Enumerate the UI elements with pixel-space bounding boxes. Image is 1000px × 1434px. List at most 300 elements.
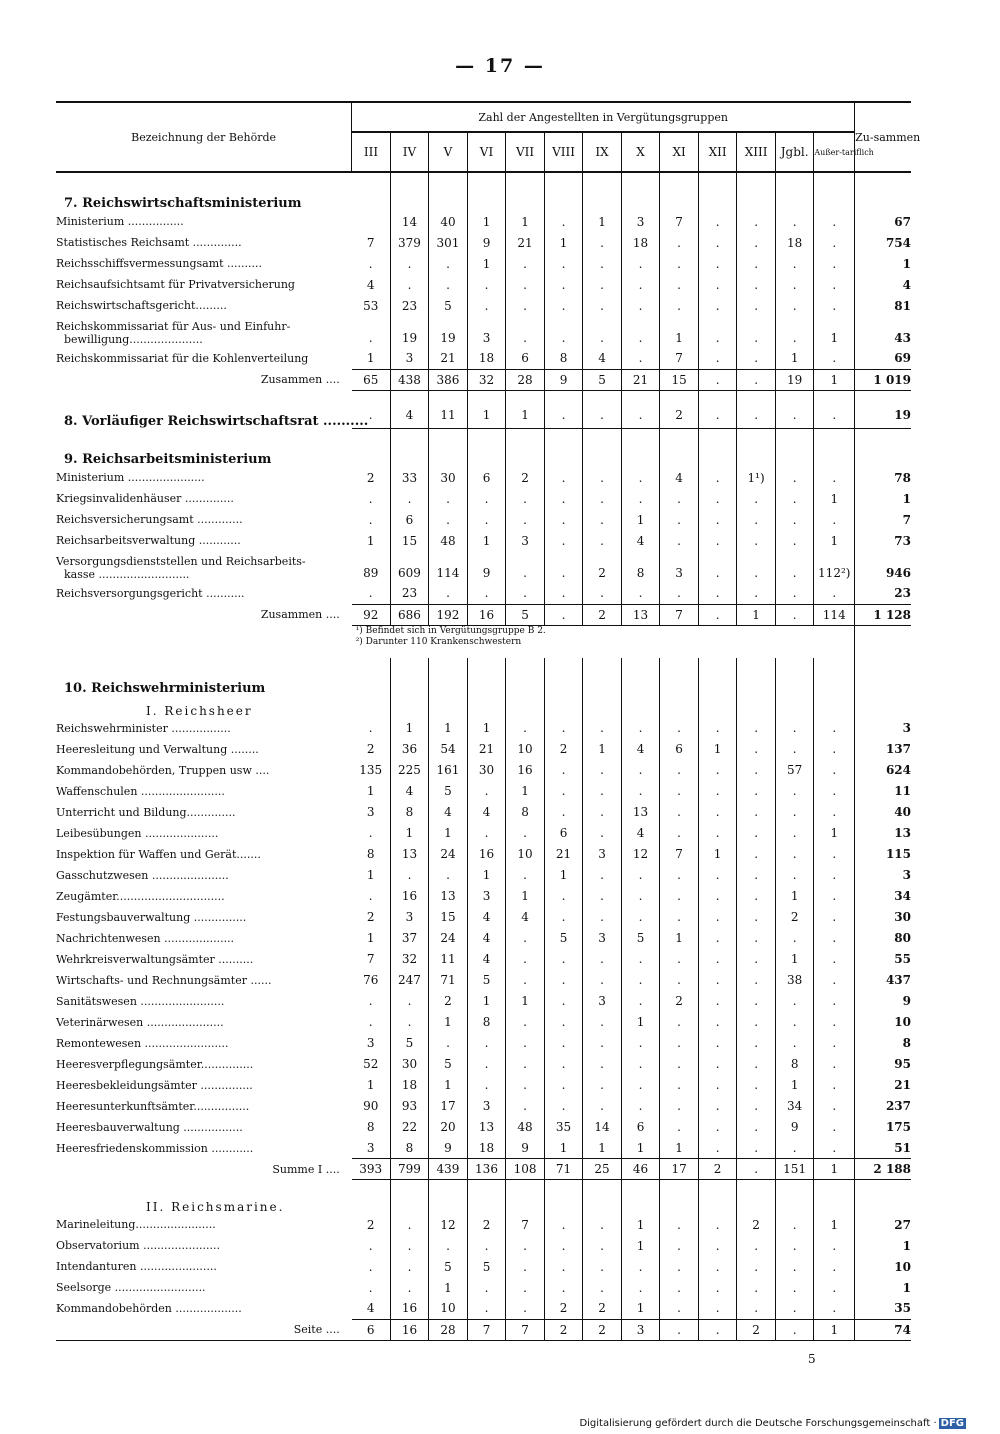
row-label-text: Statistisches Reichsamt .............. [56, 236, 242, 249]
cell-value: . [583, 781, 622, 802]
row-label-text: Reichskommissariat für Aus- und Einfuhr- [56, 320, 291, 333]
cell-value: . [737, 232, 776, 253]
cell-value: 7 [660, 604, 699, 625]
row-label [56, 509, 352, 530]
table-row [56, 509, 911, 530]
column-header: XI [660, 132, 699, 172]
cell-value: 14 [583, 1117, 622, 1138]
spacer-row [56, 1180, 911, 1193]
cell-value: . [467, 1235, 506, 1256]
cell-value: 12 [429, 1214, 468, 1235]
cell-value: 57 [775, 760, 814, 781]
cell-value: . [544, 295, 583, 316]
table-row [56, 253, 911, 274]
row-label [56, 1054, 352, 1075]
row-total: 30 [894, 910, 911, 924]
cell-value: 161 [429, 760, 468, 781]
cell-value: . [698, 316, 737, 348]
row-label [56, 253, 352, 274]
empty-cell [775, 670, 814, 696]
cell-value: 17 [429, 1096, 468, 1117]
cell-value: . [737, 1298, 776, 1319]
row-total: 40 [894, 805, 911, 819]
spacer-cell [583, 429, 622, 442]
cell-value: . [621, 274, 660, 295]
cell-value: . [544, 1096, 583, 1117]
footnote: ¹) Befindet sich in Vergütungsgruppe B 2. [355, 625, 546, 636]
cell-value: 4 [621, 739, 660, 760]
cell-value: . [775, 316, 814, 348]
cell-value: . [583, 488, 622, 509]
cell-value: . [583, 865, 622, 886]
empty-cell [814, 670, 855, 696]
cell-value: . [737, 970, 776, 991]
column-header: X [621, 132, 660, 172]
cell-value: . [698, 1138, 737, 1159]
table-end-cell [56, 1341, 911, 1366]
cell-value: . [544, 403, 583, 429]
cell-value: . [506, 949, 545, 970]
cell-value: 28 [506, 369, 545, 390]
cell-value: . [544, 1012, 583, 1033]
cell-value: . [737, 886, 776, 907]
cell-value: . [583, 253, 622, 274]
cell-value: . [506, 718, 545, 739]
empty-cell [467, 696, 506, 718]
cell-value: . [583, 1235, 622, 1256]
column-header: IX [583, 132, 622, 172]
cell-value: 301 [429, 232, 468, 253]
spacer-cell [506, 1180, 545, 1193]
cell-value: 4 [467, 907, 506, 928]
cell-value: 16 [390, 1298, 429, 1319]
cell-value: . [698, 970, 737, 991]
page-number-value: 17 [484, 55, 516, 77]
cell-value: 7 [467, 1319, 506, 1341]
spacer-row [56, 658, 911, 670]
cell-value: 6 [506, 348, 545, 369]
spacer-cell [660, 1180, 699, 1193]
cell-value: . [737, 928, 776, 949]
cell-value: 93 [390, 1096, 429, 1117]
cell-value: 1 [814, 488, 855, 509]
table-row [56, 1033, 911, 1054]
cell-value: . [660, 802, 699, 823]
cell-value: . [506, 295, 545, 316]
row-total: 21 [894, 1078, 911, 1092]
cell-value: 7 [660, 844, 699, 865]
cell-value: 1 [814, 1159, 855, 1180]
cell-value: 48 [506, 1117, 545, 1138]
cell-value: 2 [429, 991, 468, 1012]
cell-value: 1 [352, 865, 391, 886]
cell-value: 23 [390, 583, 429, 604]
spacer-cell [544, 1180, 583, 1193]
row-label-text: Intendanturen ...................... [56, 1260, 217, 1273]
cell-value: 16 [467, 604, 506, 625]
spacer-cell [698, 172, 737, 185]
empty-cell [390, 185, 429, 211]
cell-value: . [467, 488, 506, 509]
cell-value: 76 [352, 970, 391, 991]
cell-value: . [467, 823, 506, 844]
row-label [56, 739, 352, 760]
cell-value: 6 [544, 823, 583, 844]
spacer-cell [814, 1180, 855, 1193]
cell-value: . [621, 949, 660, 970]
cell-value: . [621, 886, 660, 907]
row-label [56, 1235, 352, 1256]
row-total: 3 [902, 721, 911, 735]
cell-value: 439 [429, 1159, 468, 1180]
cell-value: . [814, 970, 855, 991]
cell-value: . [698, 1075, 737, 1096]
row-label-text: Ministerium ................ [56, 215, 184, 228]
cell-value: 5 [506, 604, 545, 625]
row-label-text: Unterricht und Bildung.............. [56, 805, 236, 819]
cell-value: . [698, 583, 737, 604]
cell-value: . [467, 781, 506, 802]
cell-value: . [506, 551, 545, 583]
cell-value: . [775, 1235, 814, 1256]
row-label-continued: bewilligung..................... [64, 333, 203, 346]
cell-value: . [698, 928, 737, 949]
spacer-cell [583, 172, 622, 185]
table-row [56, 295, 911, 316]
cell-value: . [814, 907, 855, 928]
cell-value: . [660, 1054, 699, 1075]
cell-value: . [775, 295, 814, 316]
row-total: 73 [894, 533, 911, 548]
cell-value: . [467, 509, 506, 530]
cell-value: . [352, 1235, 391, 1256]
spacer-cell [583, 390, 622, 403]
table-row [56, 488, 911, 509]
cell-value: . [621, 718, 660, 739]
empty-cell [352, 670, 391, 696]
cell-value: . [583, 718, 622, 739]
cell-value: 1 [583, 211, 622, 232]
cell-value: 24 [429, 928, 468, 949]
table-row [56, 1235, 911, 1256]
cell-value: . [467, 1033, 506, 1054]
cell-value: . [737, 551, 776, 583]
row-label-text: Veterinärwesen ...................... [56, 1015, 224, 1029]
row-label-text: Seelsorge .......................... [56, 1281, 206, 1294]
cell-value: . [429, 274, 468, 295]
cell-value: . [660, 530, 699, 551]
cell-value: 4 [621, 823, 660, 844]
cell-value: 1 [660, 316, 699, 348]
cell-value: . [660, 1235, 699, 1256]
cell-value: . [621, 467, 660, 488]
cell-value: . [544, 781, 583, 802]
spacer-cell [698, 658, 737, 670]
cell-value: 1 [814, 823, 855, 844]
cell-value: . [583, 1012, 622, 1033]
spacer-cell [814, 658, 855, 670]
cell-value: . [660, 509, 699, 530]
cell-value: 2 [583, 1298, 622, 1319]
cell-value: . [814, 1235, 855, 1256]
row-total: 7 [902, 512, 911, 527]
cell-value: 6 [660, 739, 699, 760]
header-total: Zu-sammen [855, 102, 911, 172]
row-total: 1 019 [855, 369, 911, 390]
cell-value: 10 [429, 1298, 468, 1319]
empty-cell [429, 670, 468, 696]
cell-value: 20 [429, 1117, 468, 1138]
section-title: I. Reichsheer [146, 703, 253, 718]
row-label-text: Reichsschiffsvermessungsamt .......... [56, 257, 263, 270]
cell-value: . [775, 604, 814, 625]
empty-cell [390, 696, 429, 718]
cell-value: 2 [544, 1298, 583, 1319]
spacer-cell [544, 429, 583, 442]
cell-value: 22 [390, 1117, 429, 1138]
cell-value: . [775, 509, 814, 530]
cell-value: 151 [775, 1159, 814, 1180]
cell-value: . [737, 274, 776, 295]
row-label [56, 760, 352, 781]
cell-value: . [698, 1054, 737, 1075]
cell-value: . [390, 1214, 429, 1235]
cell-value: . [775, 488, 814, 509]
cell-value: 13 [390, 844, 429, 865]
cell-value: 13 [621, 802, 660, 823]
cell-value: 15 [660, 369, 699, 390]
cell-value: . [583, 760, 622, 781]
spacer-cell [660, 658, 699, 670]
cell-value: 3 [352, 802, 391, 823]
cell-value: 1 [775, 949, 814, 970]
row-label-text: Heeresfriedenskommission ............ [56, 1141, 254, 1155]
cell-value: 1 [814, 1319, 855, 1341]
spacer-cell [390, 172, 429, 185]
empty-cell [352, 185, 391, 211]
cell-value: . [390, 253, 429, 274]
cell-value: 379 [390, 232, 429, 253]
empty-cell [352, 441, 391, 467]
cell-value: . [429, 488, 468, 509]
cell-value: 15 [390, 530, 429, 551]
cell-value: . [737, 369, 776, 390]
spacer-cell [775, 658, 814, 670]
empty-cell [775, 1192, 814, 1214]
cell-value: . [698, 949, 737, 970]
column-header: Jgbl. [775, 132, 814, 172]
row-label-text: Heeresleitung und Verwaltung ........ [56, 742, 259, 756]
spacer-cell [390, 390, 429, 403]
spacer-cell [855, 390, 911, 403]
empty-cell [467, 670, 506, 696]
cell-value: . [814, 1298, 855, 1319]
cell-value: . [583, 295, 622, 316]
section-row [56, 403, 911, 429]
spacer-cell [506, 658, 545, 670]
cell-value: 19 [429, 316, 468, 348]
empty-cell [737, 696, 776, 718]
cell-value: 3 [467, 316, 506, 348]
spacer-cell [775, 1180, 814, 1193]
cell-value: . [814, 1277, 855, 1298]
cell-value: 135 [352, 760, 391, 781]
empty-cell [621, 1192, 660, 1214]
cell-value: 2 [698, 1159, 737, 1180]
row-label [56, 802, 352, 823]
cell-value: 1 [621, 509, 660, 530]
cell-value: . [467, 1298, 506, 1319]
spacer-cell [775, 390, 814, 403]
cell-value: . [737, 316, 776, 348]
cell-value: . [352, 316, 391, 348]
row-label-text: Seite .... [293, 1323, 340, 1336]
empty-cell [390, 1192, 429, 1214]
cell-value: 4 [467, 802, 506, 823]
spacer-cell [621, 172, 660, 185]
row-total: 175 [885, 1120, 911, 1134]
cell-value: 30 [429, 467, 468, 488]
cell-value: . [352, 1012, 391, 1033]
table-row [56, 844, 911, 865]
cell-value: . [737, 718, 776, 739]
cell-value: 4 [621, 530, 660, 551]
spacer-cell [737, 1180, 776, 1193]
cell-value: . [660, 1214, 699, 1235]
cell-value: . [429, 583, 468, 604]
cell-value: 21 [544, 844, 583, 865]
cell-value: 3 [390, 348, 429, 369]
cell-value: 4 [660, 467, 699, 488]
cell-value: 7 [660, 348, 699, 369]
row-label-text: Gasschutzwesen ...................... [56, 868, 229, 882]
cell-value: . [660, 583, 699, 604]
row-label-text: Zusammen .... [260, 608, 340, 621]
cell-value: 1 [775, 348, 814, 369]
cell-value: . [621, 970, 660, 991]
empty-cell [429, 185, 468, 211]
cell-value: . [737, 907, 776, 928]
cell-value: 21 [621, 369, 660, 390]
column-header: XIII [737, 132, 776, 172]
cell-value: . [660, 274, 699, 295]
row-total: 55 [894, 952, 911, 966]
spacer-cell [737, 390, 776, 403]
cell-value: 1 [352, 928, 391, 949]
cell-value: . [583, 467, 622, 488]
cell-value: 3 [583, 928, 622, 949]
cell-value: 19 [390, 316, 429, 348]
section-header [56, 185, 911, 211]
row-label [56, 823, 352, 844]
employee-table [56, 101, 921, 1365]
spacer-cell [467, 390, 506, 403]
empty-cell [429, 696, 468, 718]
footnote-row [56, 625, 911, 658]
cell-value: . [660, 1096, 699, 1117]
cell-value: . [390, 488, 429, 509]
cell-value: 11 [429, 949, 468, 970]
cell-value: . [352, 583, 391, 604]
row-total: 13 [894, 826, 911, 840]
cell-value: . [583, 316, 622, 348]
row-label [56, 1117, 352, 1138]
cell-value: . [506, 928, 545, 949]
cell-value: 1 [506, 886, 545, 907]
cell-value: . [583, 1075, 622, 1096]
cell-value: . [814, 1256, 855, 1277]
cell-value: 30 [390, 1054, 429, 1075]
cell-value: . [660, 295, 699, 316]
cell-value: . [544, 551, 583, 583]
row-total: 4 [902, 277, 911, 292]
spacer-cell [698, 1180, 737, 1193]
cell-value: 9 [544, 369, 583, 390]
row-total: 34 [894, 889, 911, 903]
cell-value: 686 [390, 604, 429, 625]
cell-value: 3 [352, 1138, 391, 1159]
cell-value: 1 [544, 865, 583, 886]
empty-cell [583, 696, 622, 718]
cell-value: 5 [429, 781, 468, 802]
cell-value: . [737, 348, 776, 369]
cell-value: . [775, 844, 814, 865]
row-label-text: Ministerium ...................... [56, 471, 205, 484]
cell-value: . [698, 865, 737, 886]
empty-cell [660, 441, 699, 467]
cell-value: . [506, 583, 545, 604]
cell-value: . [467, 1054, 506, 1075]
cell-value: 2 [583, 551, 622, 583]
cell-value: 6 [467, 467, 506, 488]
cell-value: . [698, 467, 737, 488]
cell-value: 1 [775, 886, 814, 907]
cell-value: 3 [583, 844, 622, 865]
spacer-cell [429, 1180, 468, 1193]
cell-value: . [621, 907, 660, 928]
spacer-cell [544, 172, 583, 185]
table-row [56, 928, 911, 949]
cell-value: . [814, 509, 855, 530]
cell-value: . [814, 467, 855, 488]
dfg-logo: DFG [940, 1418, 964, 1429]
row-total: 237 [885, 1099, 911, 1113]
empty-cell [506, 185, 545, 211]
cell-value: . [775, 928, 814, 949]
cell-value: 1 [814, 530, 855, 551]
cell-value: . [814, 760, 855, 781]
cell-value: . [660, 1075, 699, 1096]
cell-value: . [814, 802, 855, 823]
row-label [56, 467, 352, 488]
row-total: 437 [885, 973, 911, 987]
cell-value: 1 [583, 739, 622, 760]
cell-value: 1 [660, 1138, 699, 1159]
cell-value: 9 [429, 1138, 468, 1159]
cell-value: . [544, 1214, 583, 1235]
sum-row [56, 369, 911, 390]
row-total: 81 [894, 298, 911, 313]
row-total: 1 [902, 1280, 911, 1295]
cell-value: . [660, 970, 699, 991]
cell-value: . [698, 1319, 737, 1341]
row-label [56, 970, 352, 991]
cell-value: . [814, 1054, 855, 1075]
cell-value: . [737, 1033, 776, 1054]
cell-value: . [775, 802, 814, 823]
page-footer-number: 5 [808, 1352, 816, 1366]
row-total: 27 [894, 1217, 911, 1232]
